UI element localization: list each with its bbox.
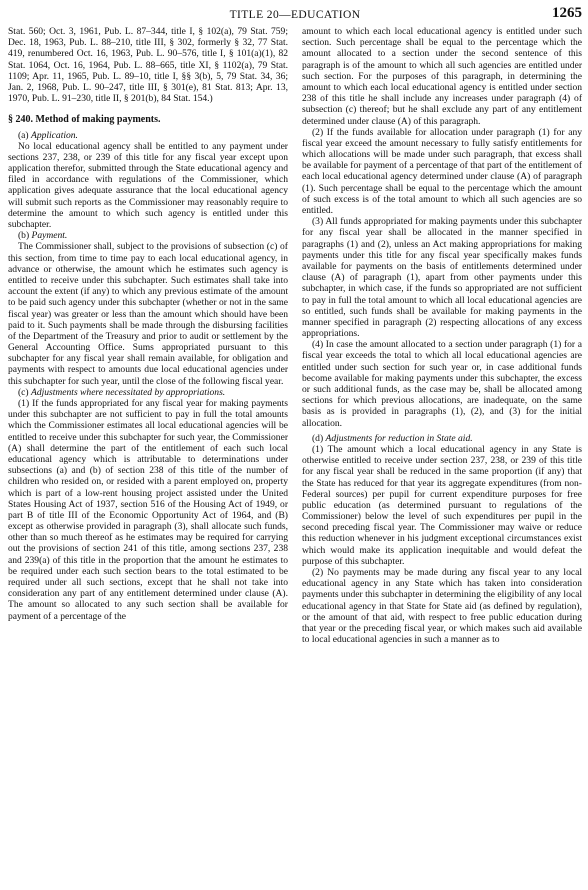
document-page — [8, 0, 582, 890]
subsection-b-heading — [8, 230, 288, 241]
subsection-d-title: Adjustments for reduction in State aid. — [325, 432, 473, 444]
left-column — [8, 26, 288, 645]
page-header — [8, 0, 582, 24]
paragraph-c2: (2) If the funds available for allocation under paragraph (1) for any fiscal year exceed the amount necessary to fully satisfy entitlements for which allocations will be made under such paragraph, that excess shall be available for payment of a percentage of that part of the entitlement of each local educational agency determined under clause (A) of paragraph (1). Such percentage shall be equal to the percentage which the amount of such excess is of the total amount to which all such agencies are so entitled. — [302, 126, 582, 216]
subsection-c-heading — [8, 387, 288, 398]
paragraph-a: No local educational agency shall be entitled to any payment under sections 237, 238, or 239 of this title for any fiscal year except upon application therefor, submitted through the State educational agency and filed in accordance with regulations of the Commissioner, which application gives adequate assurance that the local educational agency will submit such reports as the Commissioner may reasonably require to determine the amount to which such agency is entitled under this subchapter. — [8, 140, 288, 230]
subsection-d-label: (d) — [312, 432, 324, 444]
subsection-a-title: Application. — [31, 129, 78, 141]
paragraph-c4: (4) In case the amount allocated to a section under paragraph (1) for a fiscal year exceeds the total to which all local educational agencies are entitled under such section for such year or, in case additional funds become available for making payments under this subchapter, the excess or such additional funds, as the case may be, shall be allocated among sections for which previous allocations, are inadequate, on the same basis as is provided in paragraphs (1), (2), and (3) for the initial allocation. — [302, 339, 582, 429]
paragraph-b: The Commissioner shall, subject to the provisions of subsection (c) of this section, from time to time pay to each local educational agency, in advance or otherwise, the amount which he estimates such agency is entitled to receive under this subchapter. Such estimates shall take into account the extent (if any) to which any previous estimate of the amount to be paid such agency under this subchapter (whether or not in the same fiscal year) was greater or less than the amount which should have been paid to it. Such payments shall be made through the disbursing facilities of the Department of the Treasury and prior to audit or settlement by the General Accounting Office. Sums appropriated pursuant to this subchapter for any fiscal year shall remain available, for obligation and payments with respect to amounts due local educational agencies under this subchapter for such year, until the close of the following fiscal year. — [8, 241, 288, 387]
paragraph-d1: (1) The amount which a local educational agency in any State is otherwise entitled to receive under section 237, 238, or 239 of this title for any fiscal year shall be reduced in the same proportion (if any) that the State has reduced for that year its aggregate expenditures (from non-Federal sources) per pupil for current expenditure purposes for free public education (as determined pursuant to regulations of the Commissioner) below the level of such expenditures per pupil in the second preceding fiscal year. The Commissioner may waive or reduce this reduction whenever in his judgment exceptional circumstances exist which would make its application inequitable and would defeat the purpose of this subchapter. — [302, 443, 582, 567]
subsection-c-title: Adjustments where necessitated by appropriations. — [31, 386, 226, 398]
paragraph-c1: (1) If the funds appropriated for any fiscal year for making payments under this subchapter are not sufficient to pay in full the total amounts which the Commissioner estimates all local educational agencies will be entitled to receive under this subchapter for such year, the Commissioner (A) shall determine the part of the entitlement of each such local educational agency which is attributable to determinations under subsections (a) and (b) of section 238 of this title of the number of children who resided on, or resided with a parent employed on, property which is part of a low-rent housing project assisted under the United States Housing Act of 1937, section 516 of the Housing Act of 1949, or part B of title III of the Economic Opportunity Act of 1964, and (B) except as otherwise provided in paragraph (3), shall allocate such funds, other than so much thereof as he estimates may be required for carrying out the provisions of section 241 of this title, among sections 237, 238 and 239(a) of this title in the proportion that the amount he estimates to be required under each such section bears to the total estimated to be required under all such sections, except that he shall not take into consideration any part of any entitlement determined under clause (A). The amount so allocated to any such section shall be available for payment of a percentage of the — [8, 398, 288, 622]
subsection-b-label: (b) — [18, 230, 30, 242]
running-title: TITLE 20—EDUCATION — [229, 9, 361, 21]
page-number: 1265 — [552, 5, 582, 21]
source-credit: Stat. 560; Oct. 3, 1961, Pub. L. 87–344, title I, § 102(a), 79 Stat. 759; Dec. 18, 1963, Pub. L. 88–210, title III, § 302, formerly § 32, 77 Stat. 419, renumbered Oct. 16, 1963, Pub. L. 90–576, title I, § 101(a)(1), 82 Stat. 1064, Oct. 16, 1964, Pub. L. 88–665, title XI, § 1102(a), 79 Stat. 1109; Apr. 11, 1965, Pub. L. 89–10, title I, §§ 3(b), 5, 79 Stat. 34, 36; Jan. 2, 1968, Pub. L. 90–247, title III, § 301(e), 81 Stat. 813; Apr. 13, 1970, Pub. L. 91–230, title II, § 201(b), 84 Stat. 154.) — [8, 26, 288, 105]
paragraph-d2: (2) No payments may be made during any fiscal year to any local educational agency in any State which has taken into consideration payments under this subchapter in determining the eligibility of any local educational agency in that State for State aid (as defined by regulation), or the amount of that aid, with respect to free public education during that year or the preceding fiscal year, or which makes such aid available to local educational agencies in such a manner as to — [302, 567, 582, 646]
subsection-d-heading — [302, 433, 582, 444]
paragraph-c1-continued: amount to which each local educational agency is entitled under such section. Such percentage shall be equal to the percentage which the amount allocated to a section under the second sentence of this paragraph is of the amount to which all such agencies are entitled under such section. For the purposes of this paragraph, in determining the amount to which each local educational agency is entitled under section 238 of this title he shall include any increases under paragraph (4) of subsection (c) thereof; but he shall exclude any part of any entitlement determined under clause (A) of this paragraph. — [302, 26, 582, 127]
subsection-a-heading — [8, 130, 288, 141]
subsection-a-label: (a) — [18, 129, 29, 141]
subsection-c-label: (c) — [18, 386, 29, 398]
two-column-body — [8, 26, 582, 645]
right-column — [302, 26, 582, 645]
paragraph-c3: (3) All funds appropriated for making payments under this subchapter for any fiscal year shall be allocated in the manner specified in paragraphs (1) and (2), unless an Act making appropriations for making payments under this title for any fiscal year specifically makes funds available for payments on the basis of entitlements determined under clause (A) of paragraph (1), apart from other payments under this subchapter, in which case, if the funds so appropriated are not sufficient to pay in full the total amount to which all local educational agencies are so entitled, such funds shall be available for making payments in the manner specified in paragraph (2) respecting allocations of any excess appropriations. — [302, 216, 582, 340]
subsection-b-title: Payment. — [31, 230, 68, 242]
section-heading: § 240. Method of making payments. — [8, 114, 161, 126]
